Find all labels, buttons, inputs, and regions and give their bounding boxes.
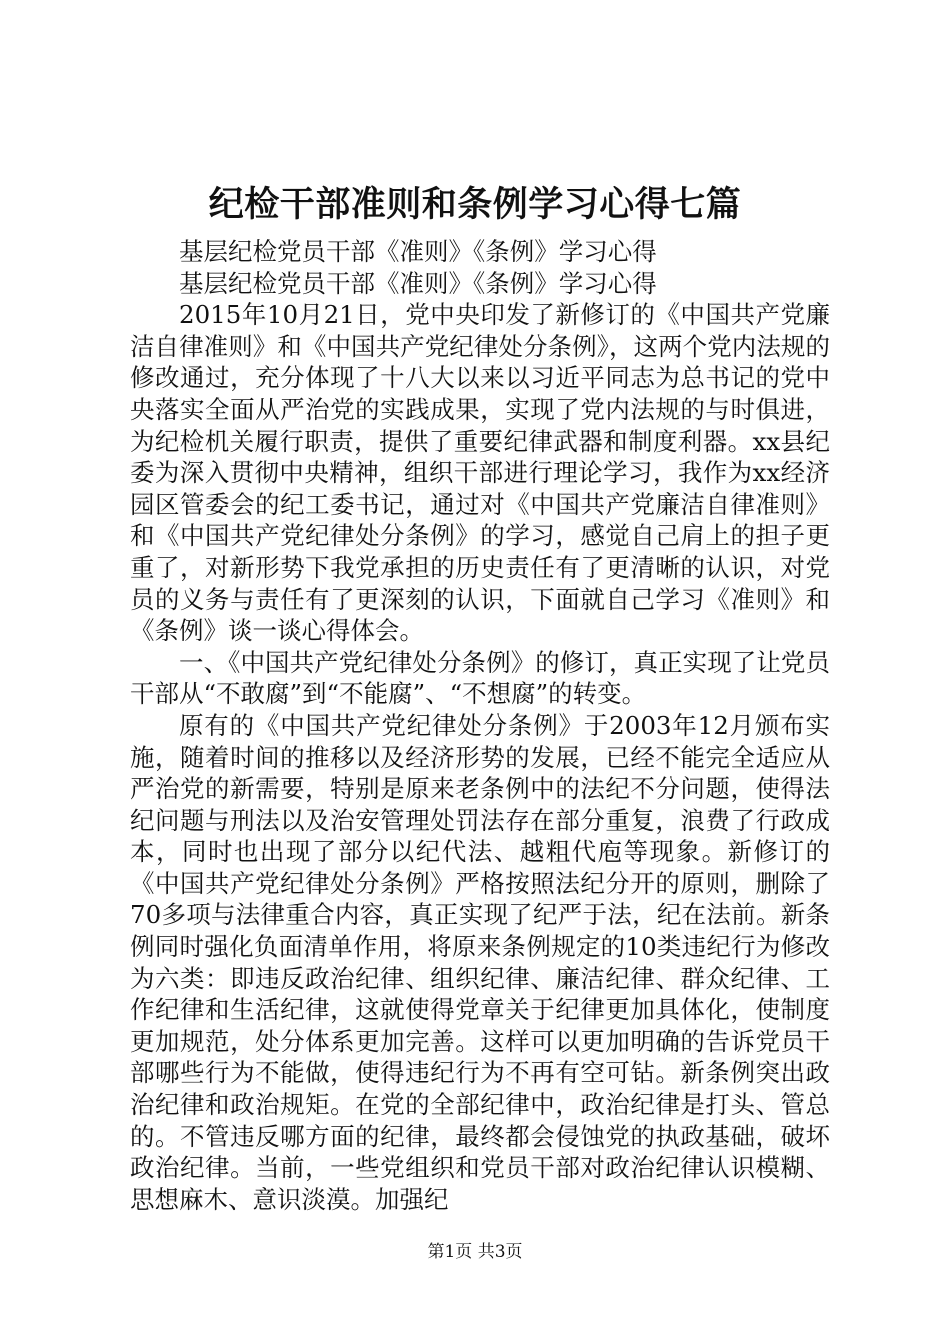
subtitle-line: 基层纪检党员干部《准则》《条例》学习心得: [179, 237, 657, 266]
page-footer: 第1页 共3页: [427, 1242, 523, 1262]
document-title: 纪检干部准则和条例学习心得七篇: [208, 184, 742, 225]
document-body: [130, 236, 830, 1215]
subtitle-line: 基层纪检党员干部《准则》《条例》学习心得: [179, 268, 657, 298]
body-paragraph: 2015年10月21日，党中央印发了新修订的《中国共产党廉洁自律准则》和《中国共产党纪律处分条例》，这两个党内法规的修改通过，充分体现了十八大以来以习近平同志为总书记的党中央落实全面从严治党的实践成果，实现了党内法规的与时俱进，为纪检机关履行职责，提供了重要纪律武器和制度利器。xx县纪委为深入贯彻中央精神，组织干部进行理论学习，我作为xx经济园区管委会的纪工委书记，通过对《中国共产党廉洁自律准则》和《中国共产党纪律处分条例》的学习，感觉自己肩上的担子更重了，对新形势下我党承担的历史责任有了更清晰的认识，对党员的义务与责任有了更深刻的认识，下面就自己学习《准则》和《条例》谈一谈心得体会。: [130, 300, 830, 646]
section-heading: 一、《中国共产党纪律处分条例》的修订，真正实现了让党员干部从“不敢腐”到“不能腐”、“不想腐”的转变。: [130, 647, 830, 709]
body-paragraph: 原有的《中国共产党纪律处分条例》于2003年12月颁布实施，随着时间的推移以及经济形势的发展，已经不能完全适应从严治党的新需要，特别是原来老条例中的法纪不分问题，使得法纪问题与刑法以及治安管理处罚法存在部分重复，浪费了行政成本，同时也出现了部分以纪代法、越粗代庖等现象。新修订的《中国共产党纪律处分条例》严格按照法纪分开的原则，删除了70多项与法律重合内容，真正实现了纪严于法，纪在法前。新条例同时强化负面清单作用，将原来条例规定的10类违纪行为修改为六类：即违反政治纪律、组织纪律、廉洁纪律、群众纪律、工作纪律和生活纪律，这就使得党章关于纪律更加具体化，使制度更加规范，处分体系更加完善。这样可以更加明确的告诉党员干部哪些行为不能做，使得违纪行为不再有空可钻。新条例突出政治纪律和政治规矩。在党的全部纪律中，政治纪律是打头、管总的。不管违反哪方面的纪律，最终都会侵蚀党的执政基础，破坏政治纪律。当前，一些党组织和党员干部对政治纪律认识模糊、思想麻木、意识淡漠。加强纪: [130, 710, 830, 1214]
